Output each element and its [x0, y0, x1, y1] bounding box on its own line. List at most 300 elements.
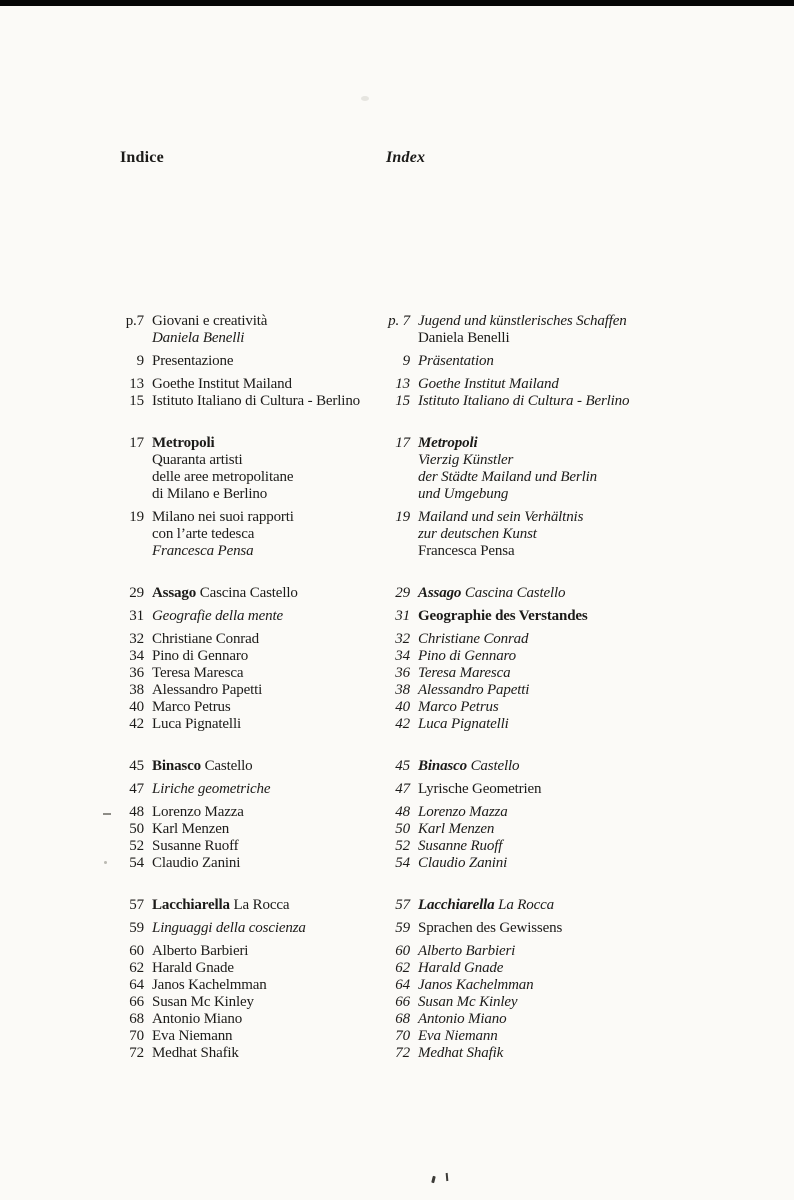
- entry-text-segment: Harald Gnade: [418, 960, 504, 976]
- entry-line: [418, 804, 688, 821]
- entry-text-segment: Francesca Pensa: [152, 543, 254, 559]
- entry-line: [418, 631, 688, 648]
- entry-line: [152, 758, 384, 775]
- page-number: 42: [129, 716, 144, 732]
- toc-entry: [378, 393, 688, 410]
- entry-text: [152, 1011, 384, 1028]
- entry-text: [152, 608, 384, 625]
- toc-entry: [112, 838, 384, 855]
- entry-line: [418, 838, 688, 855]
- entry-text-segment: Claudio Zanini: [418, 855, 508, 871]
- page-number: 68: [129, 1011, 144, 1027]
- toc-entry: [112, 585, 384, 602]
- entry-text-segment: Assago: [152, 585, 197, 601]
- toc-group-right-5: [378, 897, 688, 1062]
- toc-entry: [378, 1011, 688, 1028]
- entry-text: [152, 960, 384, 977]
- entry-text: [152, 897, 384, 914]
- page-number: 38: [395, 682, 410, 698]
- toc-group-left-5: [112, 897, 384, 1062]
- toc-entry: [112, 1011, 384, 1028]
- entry-text-segment: Alessandro Papetti: [418, 682, 530, 698]
- entry-text-segment: Geografie della mente: [152, 608, 283, 624]
- entry-text: [152, 855, 384, 872]
- entry-line: [152, 821, 384, 838]
- toc-entry: [112, 665, 384, 682]
- toc-group-left-4: [112, 758, 384, 872]
- page-number: 45: [129, 758, 144, 774]
- toc-entry: [378, 758, 688, 775]
- entry-line: [152, 469, 384, 486]
- page-number: 36: [395, 665, 410, 681]
- toc-entry: [378, 781, 688, 798]
- entry-line: [418, 608, 688, 625]
- entry-line: [152, 1045, 384, 1062]
- entry-text-segment: Binasco: [418, 758, 467, 774]
- page-number: p. 7: [388, 313, 410, 329]
- toc-entry: [378, 1028, 688, 1045]
- entry-text-segment: Susan Mc Kinley: [152, 994, 254, 1010]
- entry-text-segment: Sprachen des Gewissens: [418, 920, 563, 936]
- entry-text-segment: Luca Pignatelli: [418, 716, 509, 732]
- entry-text-segment: Milano nei suoi rapporti: [152, 509, 294, 525]
- entry-line: [152, 608, 384, 625]
- entry-text-segment: zur deutschen Kunst: [418, 526, 537, 542]
- entry-line: [152, 353, 384, 370]
- entry-text: [418, 804, 688, 821]
- toc-entry: [378, 682, 688, 699]
- entry-text-segment: Eva Niemann: [418, 1028, 498, 1044]
- entry-line: [418, 543, 688, 560]
- page-number: 42: [395, 716, 410, 732]
- toc-entry: [112, 804, 384, 821]
- entry-line: [418, 509, 688, 526]
- entry-line: [152, 716, 384, 733]
- entry-line: [418, 821, 688, 838]
- toc-entry: [112, 682, 384, 699]
- entry-line: [152, 585, 384, 602]
- entry-text-segment: Jugend und künstlerisches Schaffen: [418, 313, 627, 329]
- entry-text-segment: Metropoli: [152, 435, 215, 451]
- entry-text-segment: Cascina Castello: [461, 585, 566, 601]
- toc-entry: [112, 855, 384, 872]
- entry-text-segment: Lorenzo Mazza: [418, 804, 508, 820]
- entry-line: [418, 682, 688, 699]
- page-number: 19: [395, 509, 410, 525]
- toc-entry: [112, 376, 384, 393]
- entry-line: [152, 960, 384, 977]
- toc-entry: [378, 804, 688, 821]
- page-number: 62: [395, 960, 410, 976]
- entry-text-segment: Luca Pignatelli: [152, 716, 241, 732]
- toc-entry: [112, 897, 384, 914]
- entry-text: [152, 977, 384, 994]
- entry-text: [152, 376, 384, 393]
- page-number: 50: [395, 821, 410, 837]
- entry-text-segment: La Rocca: [229, 897, 290, 913]
- entry-line: [418, 855, 688, 872]
- toc-entry: [112, 509, 384, 560]
- entry-line: [152, 543, 384, 560]
- entry-line: [152, 781, 384, 798]
- page-number: 17: [129, 435, 144, 451]
- entry-line: [152, 526, 384, 543]
- entry-text: [418, 716, 688, 733]
- entry-text: [152, 994, 384, 1011]
- entry-line: [152, 330, 384, 347]
- entry-text: [418, 943, 688, 960]
- entry-line: [152, 435, 384, 452]
- entry-text: [152, 781, 384, 798]
- entry-line: [418, 781, 688, 798]
- entry-text: [418, 960, 688, 977]
- entry-text: [152, 1028, 384, 1045]
- toc-entry: [378, 585, 688, 602]
- entry-line: [418, 486, 688, 503]
- entry-text-segment: Goethe Institut Mailand: [152, 376, 292, 392]
- entry-text-segment: der Städte Mailand und Berlin: [418, 469, 597, 485]
- entry-text: [418, 758, 688, 775]
- entry-text-segment: Castello: [466, 758, 520, 774]
- page-number: 31: [129, 608, 144, 624]
- entry-text-segment: Goethe Institut Mailand: [418, 376, 559, 392]
- toc-entry: [378, 509, 688, 560]
- toc-column-right: [378, 313, 688, 1062]
- toc-entry: [378, 716, 688, 733]
- toc-entry: [112, 781, 384, 798]
- page-number: 17: [395, 435, 410, 451]
- stray-dash-artifact: [103, 813, 111, 815]
- entry-text-segment: Susan Mc Kinley: [418, 994, 518, 1010]
- entry-text-segment: Lyrische Geometrien: [418, 781, 542, 797]
- speck-comma-artifact: [431, 1176, 436, 1184]
- toc-entry: [112, 1028, 384, 1045]
- entry-text-segment: Istituto Italiano di Cultura - Berlino: [152, 393, 361, 409]
- toc-group-right-4: [378, 758, 688, 872]
- entry-text: [152, 804, 384, 821]
- page-number: 15: [129, 393, 144, 409]
- entry-text-segment: di Milano e Berlino: [152, 486, 268, 502]
- entry-text-segment: Christiane Conrad: [152, 631, 260, 647]
- page-number: 34: [395, 648, 410, 664]
- entry-text: [152, 838, 384, 855]
- entry-line: [418, 313, 688, 330]
- entry-text: [418, 699, 688, 716]
- scan-edge-artifact: [0, 0, 794, 6]
- page-number: 50: [129, 821, 144, 837]
- toc-entry: [112, 960, 384, 977]
- entry-text: [418, 977, 688, 994]
- entry-text-segment: Susanne Ruoff: [418, 838, 503, 854]
- page-number: 57: [129, 897, 144, 913]
- entry-text-segment: Medhat Shafik: [418, 1045, 504, 1061]
- page-number: 52: [129, 838, 144, 854]
- page-number: 48: [129, 804, 144, 820]
- entry-text: [418, 585, 688, 602]
- toc-entry: [112, 994, 384, 1011]
- entry-text-segment: Vierzig Künstler: [418, 452, 514, 468]
- entry-line: [418, 665, 688, 682]
- entry-line: [418, 648, 688, 665]
- page-number: 9: [402, 353, 410, 369]
- entry-text: [418, 313, 688, 347]
- entry-text: [418, 897, 688, 914]
- page-number: 70: [395, 1028, 410, 1044]
- entry-line: [418, 960, 688, 977]
- toc-entry: [378, 631, 688, 648]
- entry-text: [418, 994, 688, 1011]
- entry-text: [152, 585, 384, 602]
- entry-text-segment: Alessandro Papetti: [152, 682, 263, 698]
- entry-text-segment: Lacchiarella: [418, 897, 495, 913]
- entry-text-segment: Teresa Maresca: [152, 665, 244, 681]
- entry-line: [418, 943, 688, 960]
- entry-text-segment: Alberto Barbieri: [152, 943, 249, 959]
- entry-text: [418, 1028, 688, 1045]
- entry-line: [152, 452, 384, 469]
- entry-text-segment: Marco Petrus: [418, 699, 499, 715]
- toc-entry: [378, 838, 688, 855]
- entry-line: [418, 994, 688, 1011]
- entry-line: [418, 393, 688, 410]
- entry-line: [418, 585, 688, 602]
- entry-text-segment: Assago: [418, 585, 462, 601]
- toc-entry: [378, 648, 688, 665]
- entry-text: [152, 821, 384, 838]
- toc-entry: [378, 943, 688, 960]
- page-number: 57: [395, 897, 410, 913]
- entry-text-segment: Claudio Zanini: [152, 855, 241, 871]
- toc-entry: [378, 435, 688, 503]
- entry-text-segment: Janos Kachelmman: [418, 977, 534, 993]
- entry-text-segment: Marco Petrus: [152, 699, 231, 715]
- toc-entry: [378, 353, 688, 370]
- page-number: 32: [395, 631, 410, 647]
- entry-text: [152, 665, 384, 682]
- entry-text: [418, 920, 688, 937]
- entry-line: [418, 699, 688, 716]
- toc-entry: [378, 699, 688, 716]
- page-number: 38: [129, 682, 144, 698]
- entry-line: [152, 994, 384, 1011]
- toc-entry: [378, 897, 688, 914]
- toc-entry: [378, 920, 688, 937]
- entry-line: [418, 716, 688, 733]
- page-number: 29: [129, 585, 144, 601]
- entry-text-segment: Daniela Benelli: [152, 330, 245, 346]
- toc-entry: [112, 631, 384, 648]
- toc-entry: [378, 977, 688, 994]
- page-number: 40: [129, 699, 144, 715]
- entry-line: [152, 699, 384, 716]
- entry-text: [152, 313, 384, 347]
- toc-group-right-3: [378, 585, 688, 733]
- toc-entry: [378, 1045, 688, 1062]
- entry-line: [152, 682, 384, 699]
- entry-text-segment: Quaranta artisti: [152, 452, 243, 468]
- page-number: 54: [129, 855, 144, 871]
- entry-line: [418, 1045, 688, 1062]
- page-number: 60: [129, 943, 144, 959]
- entry-text-segment: Giovani e creatività: [152, 313, 268, 329]
- entry-text-segment: Antonio Miano: [418, 1011, 507, 1027]
- entry-text: [418, 648, 688, 665]
- page-number: 52: [395, 838, 410, 854]
- page-number: 13: [395, 376, 410, 392]
- entry-line: [152, 1028, 384, 1045]
- entry-text-segment: Binasco: [152, 758, 201, 774]
- page-number: 62: [129, 960, 144, 976]
- entry-line: [418, 353, 688, 370]
- toc-entry: [112, 716, 384, 733]
- toc-entry: [112, 943, 384, 960]
- entry-text: [418, 682, 688, 699]
- entry-line: [152, 631, 384, 648]
- entry-text: [152, 758, 384, 775]
- entry-text: [418, 509, 688, 560]
- entry-text-segment: Castello: [200, 758, 253, 774]
- page-number: 45: [395, 758, 410, 774]
- toc-entry: [112, 648, 384, 665]
- scan-smudge-artifact: [361, 96, 369, 101]
- entry-text: [152, 1045, 384, 1062]
- entry-line: [152, 486, 384, 503]
- entry-line: [418, 452, 688, 469]
- page-number: 48: [395, 804, 410, 820]
- entry-text-segment: Liriche geometriche: [152, 781, 271, 797]
- toc-entry: [378, 821, 688, 838]
- entry-text: [418, 376, 688, 393]
- page-number: 64: [395, 977, 410, 993]
- page-number: 36: [129, 665, 144, 681]
- toc-entry: [112, 1045, 384, 1062]
- entry-line: [418, 330, 688, 347]
- toc-entry: [112, 313, 384, 347]
- toc-entry: [378, 855, 688, 872]
- entry-line: [418, 897, 688, 914]
- column-header-indice: Indice: [120, 149, 164, 166]
- page-number: 72: [395, 1045, 410, 1061]
- entry-line: [152, 509, 384, 526]
- page-number: 66: [395, 994, 410, 1010]
- entry-text: [418, 435, 688, 503]
- toc-group-right-2: [378, 435, 688, 560]
- page-number: 68: [395, 1011, 410, 1027]
- entry-line: [152, 977, 384, 994]
- toc-group-left-1: [112, 313, 384, 410]
- entry-line: [152, 393, 384, 410]
- entry-line: [152, 920, 384, 937]
- entry-text-segment: Alberto Barbieri: [418, 943, 516, 959]
- entry-line: [418, 1028, 688, 1045]
- entry-text-segment: Christiane Conrad: [418, 631, 529, 647]
- entry-text: [418, 1045, 688, 1062]
- page-number: 19: [129, 509, 144, 525]
- entry-line: [418, 526, 688, 543]
- toc-entry: [112, 435, 384, 503]
- entry-line: [152, 943, 384, 960]
- toc-entry: [112, 821, 384, 838]
- entry-text: [418, 781, 688, 798]
- entry-text-segment: Francesca Pensa: [418, 543, 515, 559]
- page-number: 70: [129, 1028, 144, 1044]
- page-number: 31: [395, 608, 410, 624]
- toc-entry: [378, 313, 688, 347]
- page-number: p.7: [125, 313, 144, 329]
- entry-line: [152, 665, 384, 682]
- page-number: 72: [129, 1045, 144, 1061]
- toc-entry: [378, 608, 688, 625]
- entry-text: [418, 838, 688, 855]
- entry-text: [152, 648, 384, 665]
- page-number: 15: [395, 393, 410, 409]
- entry-text-segment: Metropoli: [418, 435, 478, 451]
- entry-text-segment: und Umgebung: [418, 486, 509, 502]
- entry-text: [418, 631, 688, 648]
- page-number: 29: [395, 585, 410, 601]
- page-number: 47: [129, 781, 144, 797]
- entry-text-segment: Karl Menzen: [418, 821, 495, 837]
- entry-text: [152, 393, 384, 410]
- entry-text: [152, 699, 384, 716]
- toc-column-left: [112, 313, 384, 1062]
- column-header-index: Index: [386, 149, 426, 166]
- toc-entry: [112, 977, 384, 994]
- speck-tick-artifact: [446, 1173, 449, 1181]
- entry-line: [152, 804, 384, 821]
- page-number: 47: [395, 781, 410, 797]
- page-number: 40: [395, 699, 410, 715]
- toc-entry: [378, 994, 688, 1011]
- entry-line: [152, 648, 384, 665]
- entry-text-segment: Lorenzo Mazza: [152, 804, 244, 820]
- entry-line: [418, 1011, 688, 1028]
- entry-text-segment: Lacchiarella: [152, 897, 230, 913]
- entry-line: [152, 313, 384, 330]
- entry-text: [418, 855, 688, 872]
- entry-line: [152, 376, 384, 393]
- entry-line: [418, 977, 688, 994]
- entry-text-segment: delle aree metropolitane: [152, 469, 294, 485]
- entry-text-segment: Präsentation: [418, 353, 494, 369]
- entry-text-segment: con l’arte tedesca: [152, 526, 255, 542]
- page-number: 66: [129, 994, 144, 1010]
- page-number: 32: [129, 631, 144, 647]
- toc-entry: [378, 665, 688, 682]
- toc-entry: [378, 960, 688, 977]
- entry-line: [418, 758, 688, 775]
- page-number: 54: [395, 855, 410, 871]
- entry-text-segment: Mailand und sein Verhältnis: [418, 509, 584, 525]
- page-number: 34: [129, 648, 144, 664]
- toc-entry: [112, 699, 384, 716]
- entry-text: [418, 608, 688, 625]
- entry-text-segment: Istituto Italiano di Cultura - Berlino: [418, 393, 630, 409]
- entry-text-segment: Harald Gnade: [152, 960, 234, 976]
- entry-line: [152, 1011, 384, 1028]
- entry-line: [418, 469, 688, 486]
- entry-text-segment: Eva Niemann: [152, 1028, 233, 1044]
- entry-line: [418, 920, 688, 937]
- entry-text: [418, 1011, 688, 1028]
- entry-line: [418, 435, 688, 452]
- toc-entry: [112, 758, 384, 775]
- entry-text: [418, 393, 688, 410]
- entry-text-segment: Geographie des Verstandes: [418, 608, 588, 624]
- toc-entry: [112, 393, 384, 410]
- toc-group-left-2: [112, 435, 384, 560]
- entry-line: [152, 838, 384, 855]
